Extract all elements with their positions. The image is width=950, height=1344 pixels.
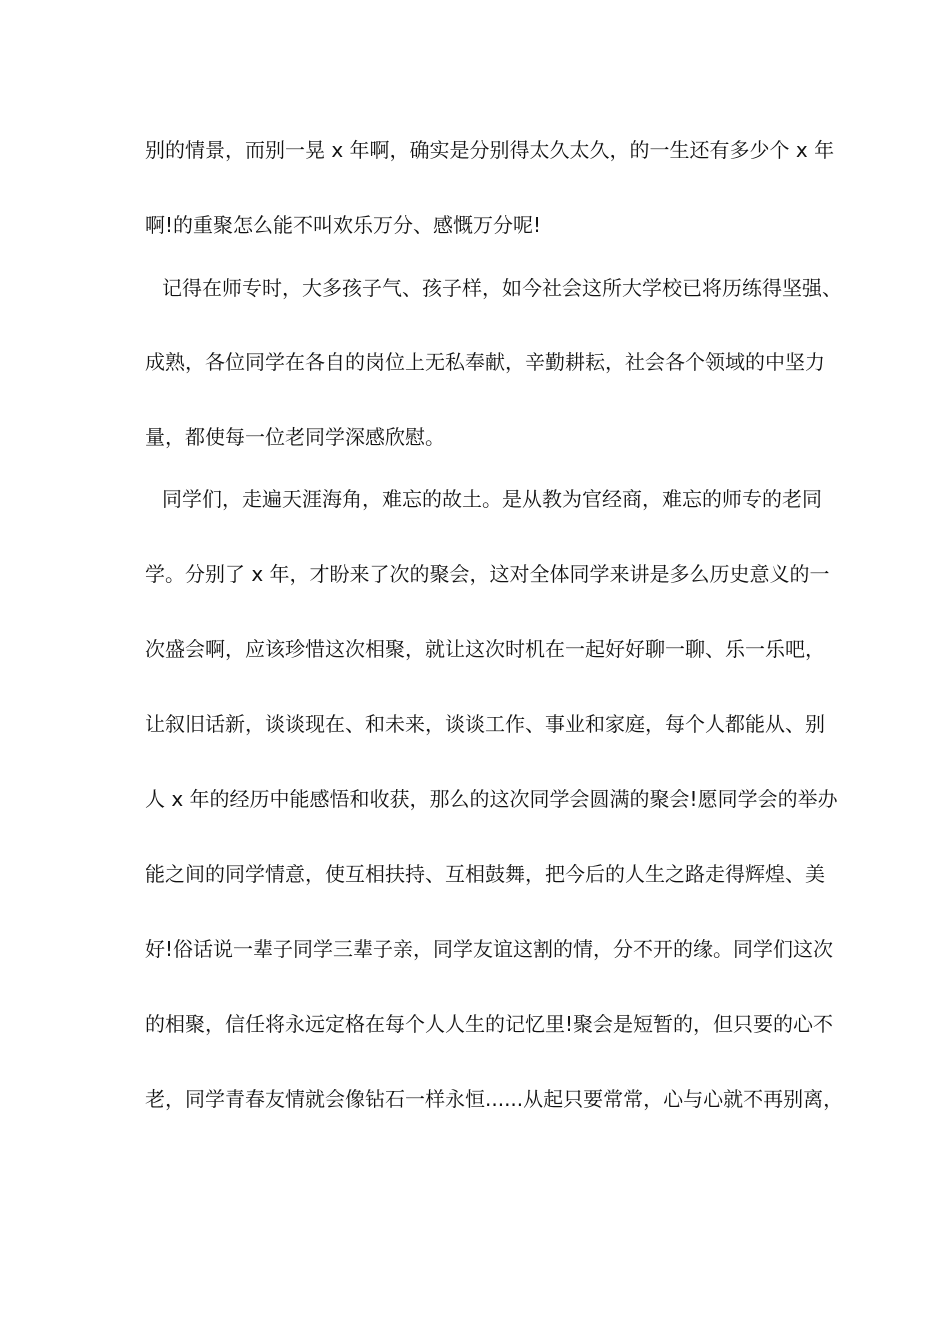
text-line: 次盛会啊，应该珍惜这次相聚，就让这次时机在一起好好聊一聊、乐一乐吧， <box>145 637 825 661</box>
text-line: 别的情景，而别一晃 x 年啊，确实是分别得太久太久，的一生还有多少个 x 年 <box>145 138 835 162</box>
text-line: 啊!的重聚怎么能不叫欢乐万分、感慨万分呢! <box>145 213 542 237</box>
text-line: 的相聚，信任将永远定格在每个人人生的记忆里!聚会是短暂的，但只要的心不 <box>145 1012 834 1036</box>
text-line: 能之间的同学情意，使互相扶持、互相鼓舞，把今后的人生之路走得辉煌、美 <box>145 862 825 886</box>
text-line: 同学们，走遍天涯海角，难忘的故土。是从教为官经商，难忘的师专的老同 <box>162 487 822 511</box>
text-line: 学。分别了 x 年，才盼来了次的聚会，这对全体同学来讲是多么历史意义的一 <box>145 562 830 586</box>
text-line: 量，都使每一位老同学深感欣慰。 <box>145 425 445 449</box>
text-line: 老，同学青春友情就会像钻石一样永恒......从起只要常常，心与心就不再别离， <box>145 1087 844 1111</box>
text-line: 让叙旧话新，谈谈现在、和未来，谈谈工作、事业和家庭，每个人都能从、别 <box>145 712 825 736</box>
text-line: 人 x 年的经历中能感悟和收获，那么的这次同学会圆满的聚会!愿同学会的举办 <box>145 787 838 811</box>
text-line: 记得在师专时，大多孩子气、孩子样，如今社会这所大学校已将历练得坚强、 <box>162 276 842 300</box>
text-line: 成熟，各位同学在各自的岗位上无私奉献，辛勤耕耘，社会各个领域的中坚力 <box>145 350 825 374</box>
text-line: 好!俗话说一辈子同学三辈子亲，同学友谊这割的情，分不开的缘。同学们这次 <box>145 937 834 961</box>
